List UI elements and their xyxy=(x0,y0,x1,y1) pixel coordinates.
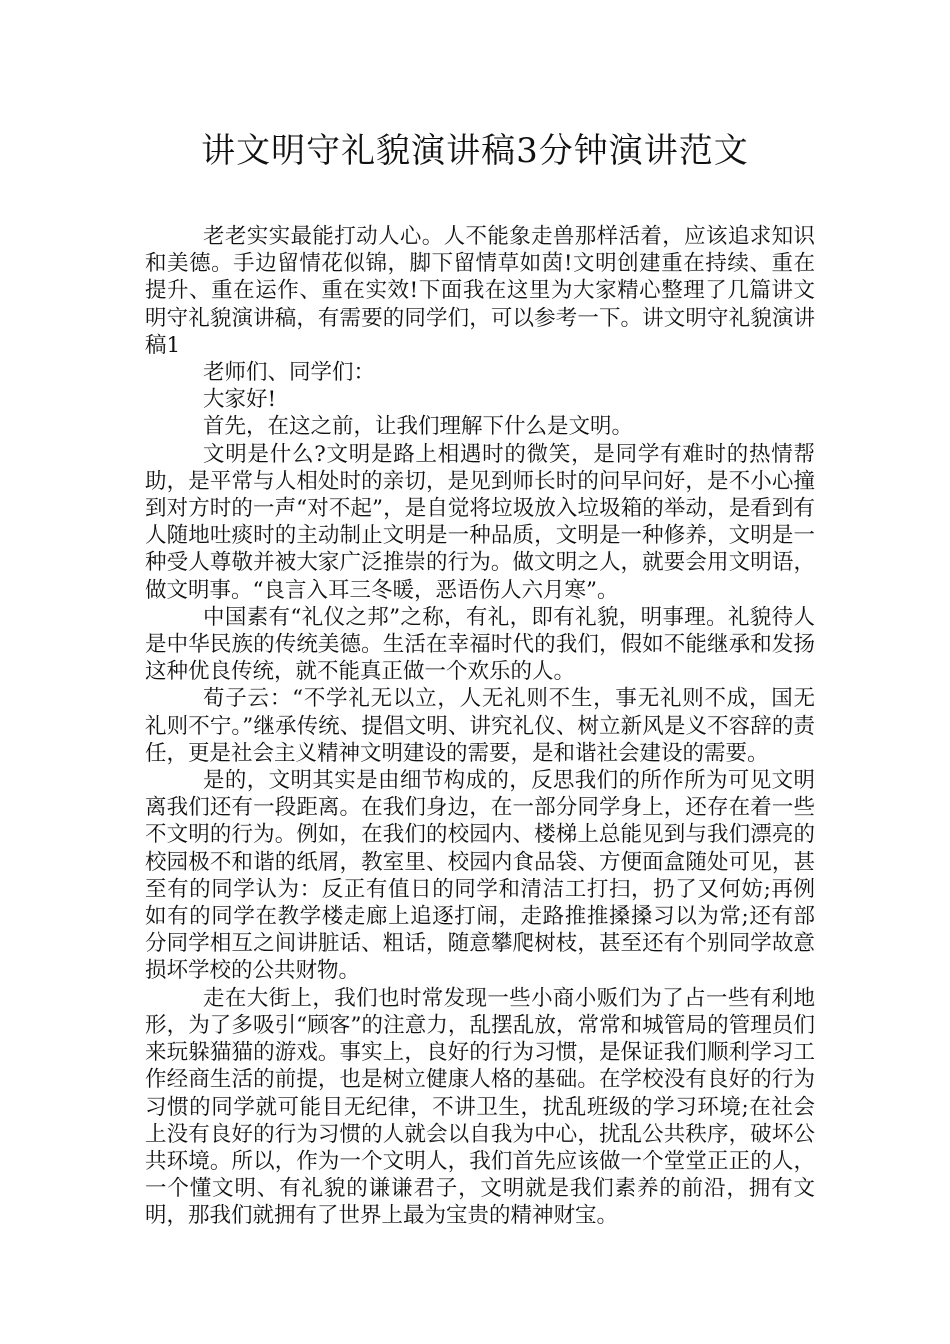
paragraph-salutation: 老师们、同学们： xyxy=(203,360,376,386)
paragraph-opening: 首先，在这之前，让我们理解下什么是文明。 xyxy=(203,414,634,440)
paragraph-xunzi-quote: 荀子云：“不学礼无以立，人无礼则不生，事无礼则不成，国无礼则不宁。”继承传统、提倡文明、讲究礼仪、树立新风是义不容辞的责任，更是社会主义精神文明建设的需要，是和谐社会建设的需要。 xyxy=(145,686,815,766)
paragraph-uncivil-behavior: 是的，文明其实是由细节构成的，反思我们的所作所为可见文明离我们还有一段距离。在我们身边，在一部分同学身上，还存在着一些不文明的行为。例如，在我们的校园内、楼梯上总能见到与我们漂亮的校园极不和谐的纸屑，教室里、校园内食品袋、方便面盒随处可见，甚至有的同学认为：反正有值日的同学和清洁工打扫，扔了又何妨;再例如有的同学在教学楼走廊上追逐打闹，走路推推搡搡习以为常;还有部分同学相互之间讲脏话、粗话，随意攀爬树枝，甚至还有个别同学故意损坏学校的公共财物。 xyxy=(145,768,815,984)
document-body xyxy=(145,223,815,1230)
paragraph-street-and-habits: 走在大街上，我们也时常发现一些小商小贩们为了占一些有利地形，为了多吸引“顾客”的注意力，乱摆乱放，常常和城管局的管理员们来玩躲猫猫的游戏。事实上，良好的行为习惯，是保证我们顺利学习工作经商生活的前提，也是树立健康人格的基础。在学校没有良好的行为习惯的同学就可能目无纪律，不讲卫生，扰乱班级的学习环境;在社会上没有良好的行为习惯的人就会以自我为中心，扰乱公共秩序，破坏公共环境。所以，作为一个文明人，我们首先应该做一个堂堂正正的人，一个懂文明、有礼貌的谦谦君子，文明就是我们素养的前沿，拥有文明，那我们就拥有了世界上最为宝贵的精神财宝。 xyxy=(145,985,815,1229)
paragraph-what-is-civility: 文明是什么?文明是路上相遇时的微笑，是同学有难时的热情帮助，是平常与人相处时的亲切，是见到师长时的问早问好，是不小心撞到对方时的一声“对不起”，是自觉将垃圾放入垃圾箱的举动，是看到有人随地吐痰时的主动制止文明是一种品质，文明是一种修养，文明是一种受人尊敬并被大家广泛推崇的行为。做文明之人，就要会用文明语，做文明事。“良言入耳三冬暖，恶语伤人六月寒”。 xyxy=(145,441,815,603)
document-title: 讲文明守礼貌演讲稿3分钟演讲范文 xyxy=(201,131,749,171)
paragraph-land-of-etiquette: 中国素有“礼仪之邦”之称，有礼，即有礼貌，明事理。礼貌待人是中华民族的传统美德。生活在幸福时代的我们，假如不能继承和发扬这种优良传统，就不能真正做一个欢乐的人。 xyxy=(145,604,815,685)
paragraph-intro: 老老实实最能打动人心。人不能象走兽那样活着，应该追求知识和美德。手边留情花似锦，脚下留情草如茵!文明创建重在持续、重在提升、重在运作、重在实效!下面我在这里为大家精心整理了几篇讲文明守礼貌演讲稿，有需要的同学们，可以参考一下。讲文明守礼貌演讲稿1 xyxy=(145,224,815,358)
paragraph-greeting: 大家好! xyxy=(203,387,277,413)
